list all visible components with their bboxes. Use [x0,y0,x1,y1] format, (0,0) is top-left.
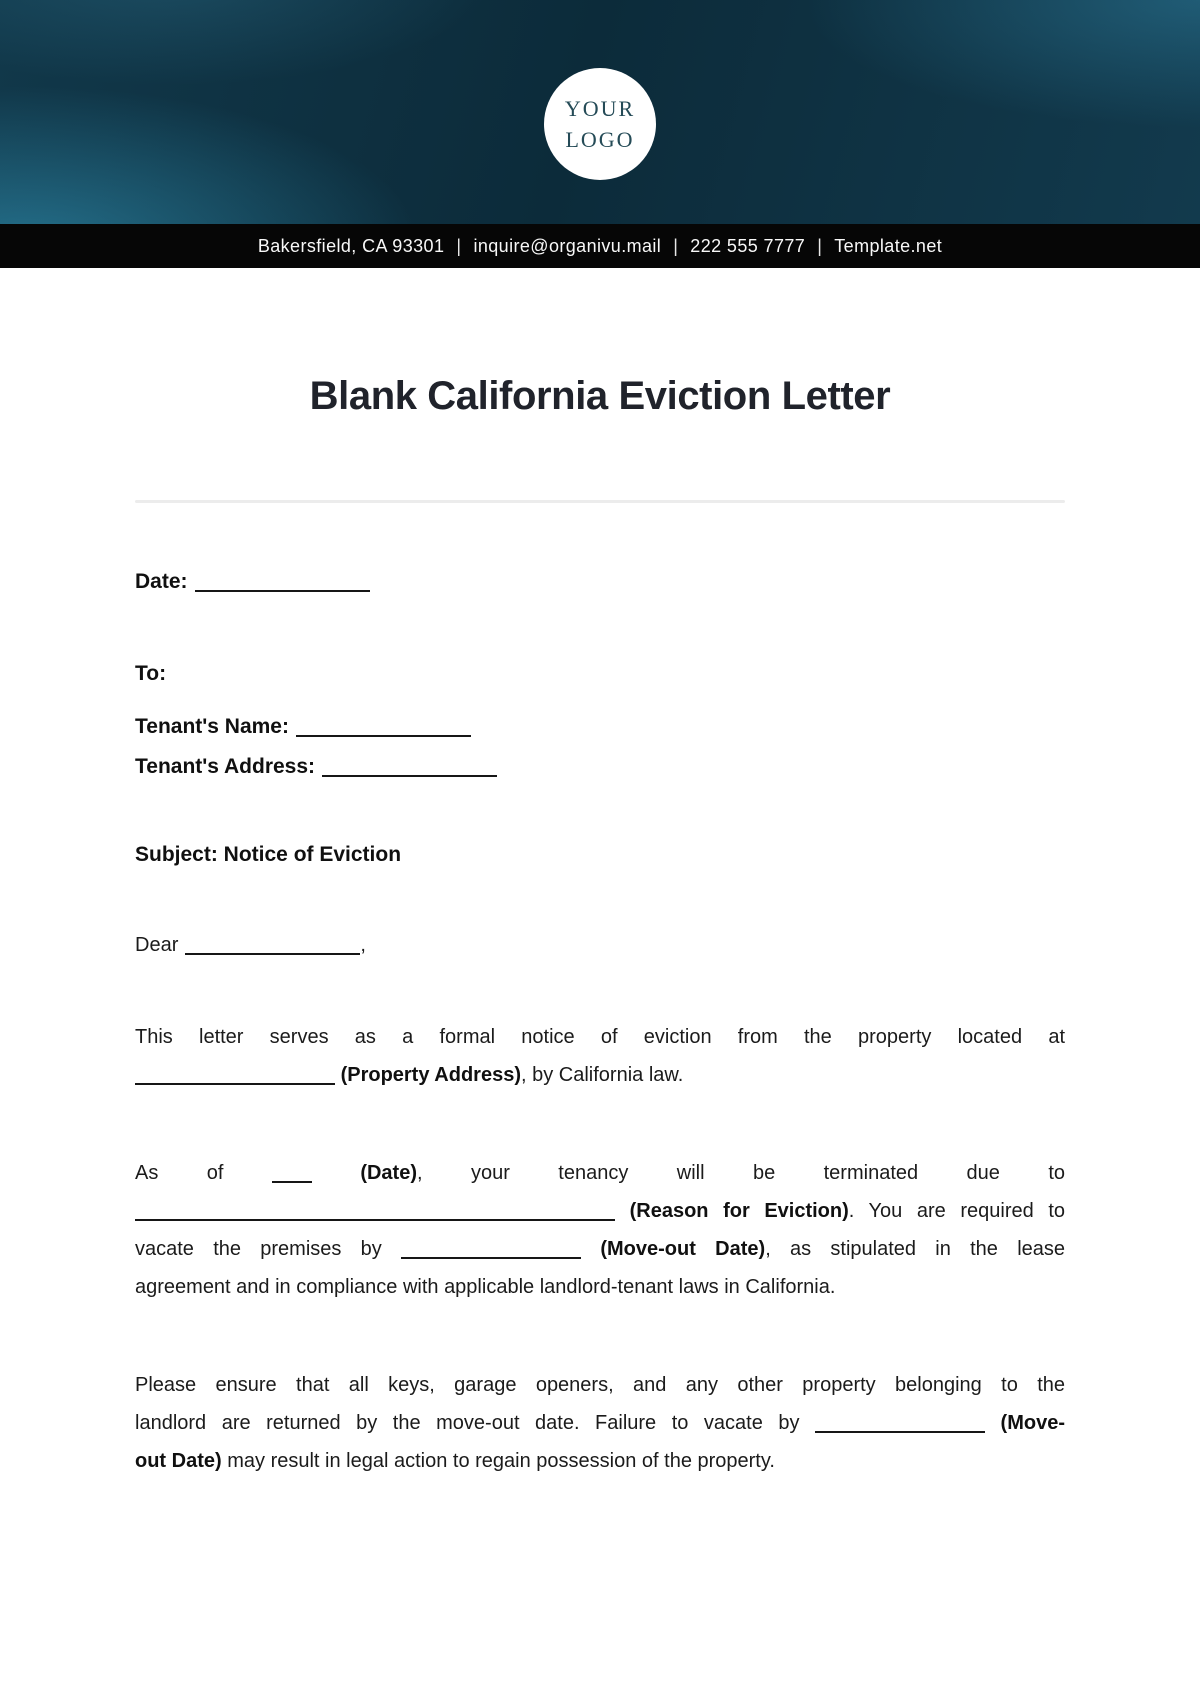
blank-line [135,1080,335,1085]
subject-line [135,842,1065,868]
header-banner [0,0,1200,224]
contact-item: 222 555 7777 [690,235,806,256]
text: As of [135,1162,272,1184]
paragraph-line [135,1154,1065,1192]
paragraph [135,1366,1065,1480]
tenant-name-blank-line [296,732,471,737]
contact-item: inquire@organivu.mail [473,235,662,256]
tenant-name-label: Tenant's Name: [135,715,289,738]
date-label: Date: [135,570,188,593]
text: landlord are returned by the move-out date. Failure to vacate by [135,1412,816,1434]
salutation-comma: , [360,934,366,956]
paragraph-line [135,1366,1065,1404]
logo [544,68,656,180]
bold-text: out Date) [135,1450,222,1472]
text: agreement and in compliance with applicable landlord-tenant laws in California. [135,1276,836,1298]
bold-text: (Move- [1000,1412,1065,1434]
to-label: To: [135,662,167,685]
divider [135,500,1065,503]
text: Please ensure that all keys, garage openers, and any other property belonging to the [135,1374,1065,1396]
paragraph-line [135,1056,1065,1094]
bold-text: (Move-out Date) [600,1238,766,1260]
salutation-prefix: Dear [135,934,179,956]
paragraph-line [135,1230,1065,1268]
text: , by California law. [520,1064,684,1086]
blank-line [401,1254,581,1259]
paragraph-line [135,1018,1065,1056]
text: . You are required to [848,1200,1066,1222]
text [312,1162,360,1184]
paragraph-line [135,1404,1065,1442]
contact-item: Template.net [834,235,943,256]
date-field [135,569,1065,595]
tenant-name-field [135,714,1065,740]
contact-bar [0,224,1200,268]
text [615,1200,630,1222]
paragraph-line [135,1268,1065,1306]
text: This letter serves as a formal notice of eviction from the property located at [135,1026,1065,1048]
paragraph-line [135,1192,1065,1230]
letter-paragraphs [135,1018,1065,1480]
logo-line-1: YOUR [564,96,636,121]
salutation-blank-line [185,950,360,955]
contact-separator: | [673,235,679,256]
contact-separator: | [817,235,823,256]
bold-text: (Property Address) [340,1064,521,1086]
contact-separator: | [456,235,462,256]
bold-text: (Reason for Eviction) [629,1200,849,1222]
text [985,1412,1001,1434]
text: , as stipulated in the lease [765,1238,1066,1260]
text: may result in legal action to regain possession of the property. [221,1450,775,1472]
bold-text: (Date) [360,1162,417,1184]
salutation [135,932,1065,958]
blank-line [135,1216,615,1221]
document-title: Blank California Eviction Letter [309,374,891,418]
date-blank-line [195,587,370,592]
logo-text [565,93,635,155]
tenant-address-blank-line [322,772,497,777]
blank-line [272,1178,312,1183]
paragraph [135,1154,1065,1306]
logo-line-2: LOGO [565,127,635,152]
text [581,1238,600,1260]
letter-body [0,372,1200,1480]
tenant-address-label: Tenant's Address: [135,755,316,778]
to-label-row [135,661,1065,687]
subject-label: Subject: Notice of Eviction [135,843,402,866]
paragraph-line [135,1442,1065,1480]
paragraph [135,1018,1065,1094]
text: vacate the premises by [135,1238,402,1260]
text: , your tenancy will be terminated due to [416,1162,1066,1184]
contact-item: Bakersfield, CA 93301 [257,235,445,256]
blank-line [815,1428,985,1433]
tenant-address-field [135,754,1065,780]
